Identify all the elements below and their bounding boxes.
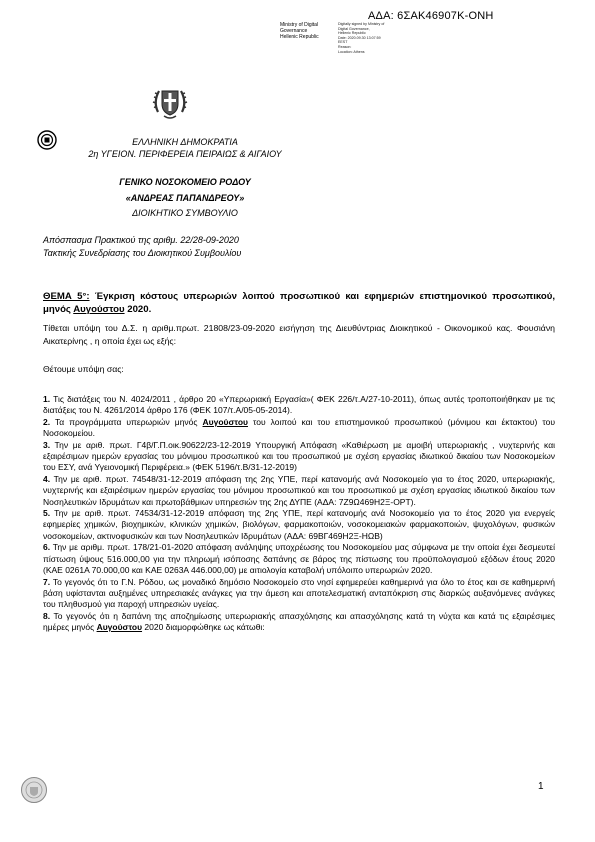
list-item: 6. Την με αριθμ. πρωτ. 178/21-01-2020 απόφαση ανάληψης υποχρέωσης του Νοσοκομείου μας σύμφωνα με την οποία έχει δεσμευτεί πίστωση ύψους 516.000,00 για την πληρωμή ισόποσης δαπάνης σε βάρος της πίστωσης του προϋπολογισμού εξόδων έτους 2020 (ΚΑΕ 0261Α 70.000,00 και ΚΑΕ 0263Α 446.000,00) με αιτιολογία καταβολή υπόλοιπο υπερωριών 2020. xyxy=(43,542,555,576)
signature-detail-line: Hellenic Republic xyxy=(338,31,366,36)
signature-detail-line: Digital Governance, xyxy=(338,26,370,31)
intro-paragraph: Τίθεται υπόψη του Δ.Σ. η αριθμ.πρωτ. 21808/23-09-2020 εισήγηση της Διευθύντριας Διοικητικού - Οικονομικού κας. Φουσιάνη Αικατερίνης , η οποία έχει ως εξής: xyxy=(43,323,555,346)
region-heading: 2η ΥΓΕΙΟΝ. ΠΕΡΙΦΕΡΕΙΑ ΠΕΙΡΑΙΩΣ & ΑΙΓΑΙΟΥ xyxy=(88,149,282,159)
subject-heading xyxy=(43,290,555,316)
subject-year: 2020. xyxy=(124,304,152,315)
ada-code: ΑΔΑ: 6ΣΑΚ46907Κ-ΟΝΗ xyxy=(368,10,494,22)
signature-detail-line: Reason: xyxy=(338,44,352,49)
list-item: 5. Την με αριθ. πρωτ. 74534/31-12-2019 απόφαση της 2ης ΥΠΕ, περί κατανομής ανά Νοσοκομείο για το έτος 2020 για ενεργείς εφημερίες χημικών, βιοχημικών, κλινικών χημικών, βιολόγων, φαρμακοποιών, νοσοκομειακών φαρμακοποιών, ψυχολόγων, φυσικών νοσοκομείων, ακτινοφυσικών και των Νοσηλευτικών Ιδρυμάτων (ΑΔΑ: 69ΒΓ469Η2Ξ-ΗΩΒ) xyxy=(43,508,555,541)
ministry-logo-icon xyxy=(37,130,57,150)
signature-line: Hellenic Republic xyxy=(280,34,319,41)
considerations-list xyxy=(43,394,555,634)
subject-month: Αυγούστου xyxy=(73,304,125,315)
republic-heading: ΕΛΛΗΝΙΚΗ ΔΗΜΟΚΡΑΤΙΑ xyxy=(132,137,238,147)
hospital-heading: ΓΕΝΙΚΟ ΝΟΣΟΚΟΜΕΙΟ ΡΟΔΟΥ xyxy=(119,177,251,187)
signature-detail-line: Digitally signed by Ministry of xyxy=(338,22,385,26)
subject-text: Έγκριση κόστους υπερωριών λοιπού προσωπικού και εφημεριών επιστημονικού προσωπικού, μηνός xyxy=(43,291,555,315)
signature-line: Ministry of Digital xyxy=(280,22,319,28)
board-heading: ΔΙΟΙΚΗΤΙΚΟ ΣΥΜΒΟΥΛΙΟ xyxy=(132,208,238,218)
list-item: 3. Την με αριθ. πρωτ. Γ4β/Γ.Π.οικ.90622/23-12-2019 Υπουργική Απόφαση «Καθιέρωση με αμοιβή υπερωριακής , νυχτερινής και εξαιρέσιμων ημερών εργασίας του μόνιμου προσωπικού και του προσωπικού με σχέση εργασίας ιδιωτικού δικαίου των Νοσοκομείων του ΕΣΥ, ανά Υγειονομική Περιφέρεια.» (ΦΕΚ 5196/τ.Β/31-12-2019) xyxy=(43,439,555,473)
list-item: 4. Την με αριθ. πρωτ. 74548/31-12-2019 απόφαση της 2ης ΥΠΕ, περί κατανομής ανά Νοσοκομείο για το έτος 2020, υπερωριακής, νυχτερινής και εξαιρέσιμων ημερών εργασίας του μόνιμου προσωπικού και του προσωπικού με σχέση εργασίας ιδιωτικού δικαίου των Νοσηλευτικών Ιδρυμάτων και πρωτοβάθμιων υπηρεσιών της 2ης ΔΥΠΕ (ΑΔΑ: 7Ζ9Ω469Η2Ξ-ΟΡΤ). xyxy=(43,473,555,507)
list-item: 8. Το γεγονός ότι η δαπάνη της αποζημίωσης υπερωριακής απασχόλησης και απασχόλησης κατά τη νύχτα και κατά τις εξαιρέσιμες ημέρες μηνός Αυγούστου 2020 διαμορφώθηκε ως κάτωθι: xyxy=(43,610,555,633)
signature-issuer xyxy=(280,22,335,41)
signature-detail-line: EEST xyxy=(338,40,348,45)
signature-detail-line: Date: 2020.09.30 13:07:59 xyxy=(338,35,381,40)
submission-line: Θέτουμε υπόψη σας: xyxy=(43,364,124,374)
list-item: 2. Τα προγράμματα υπερωριών μηνός Αυγούστου του λοιπού και του επιστημονικού προσωπικού (μόνιμου και έκτακτου) του Νοσοκομείου. xyxy=(43,416,555,439)
subject-label: ΘΕΜΑ 5°: xyxy=(43,291,90,302)
page-number: 1 xyxy=(538,781,544,792)
greek-emblem-icon xyxy=(150,82,190,122)
signature-details xyxy=(338,22,408,54)
signature-line: Governance xyxy=(280,28,308,35)
seal-icon xyxy=(20,776,48,804)
list-item: 7. Το γεγονός ότι το Γ.Ν. Ρόδου, ως μοναδικό δημόσιο Νοσοκομείο στο νησί εφημερεύει καθημερινά για όλο το έτος και σε καθημερινή βάση υφίστανται αυξημένες υπηρεσιακές ανάγκες για την άμεση και αποτελεσματική ανταπόκριση στις διαρκώς αυξανόμενες ανάγκες του πληθυσμού για παροχή υπηρεσιών υγείας. xyxy=(43,576,555,610)
hospital-name: «ΑΝΔΡΕΑΣ ΠΑΠΑΝΔΡΕΟΥ» xyxy=(125,193,245,203)
minutes-extract: Απόσπασμα Πρακτικού της αριθμ. 22/28-09-2020 xyxy=(43,235,239,245)
session-type: Τακτικής Συνεδρίασης του Διοικητικού Συμβουλίου xyxy=(43,248,242,258)
signature-detail-line: Location: Athens xyxy=(338,49,365,54)
list-item: 1. Τις διατάξεις του Ν. 4024/2011 , άρθρο 20 «Υπερωριακή Εργασία»( ΦΕΚ 226/τ.Α/27-10-2011), όπως αυτές τροποποιήθηκαν με τις διατάξεις του Ν. 4261/2014 άρθρο 176 (ΦΕΚ 107/τ.Α/05-05-2014). xyxy=(43,394,555,416)
